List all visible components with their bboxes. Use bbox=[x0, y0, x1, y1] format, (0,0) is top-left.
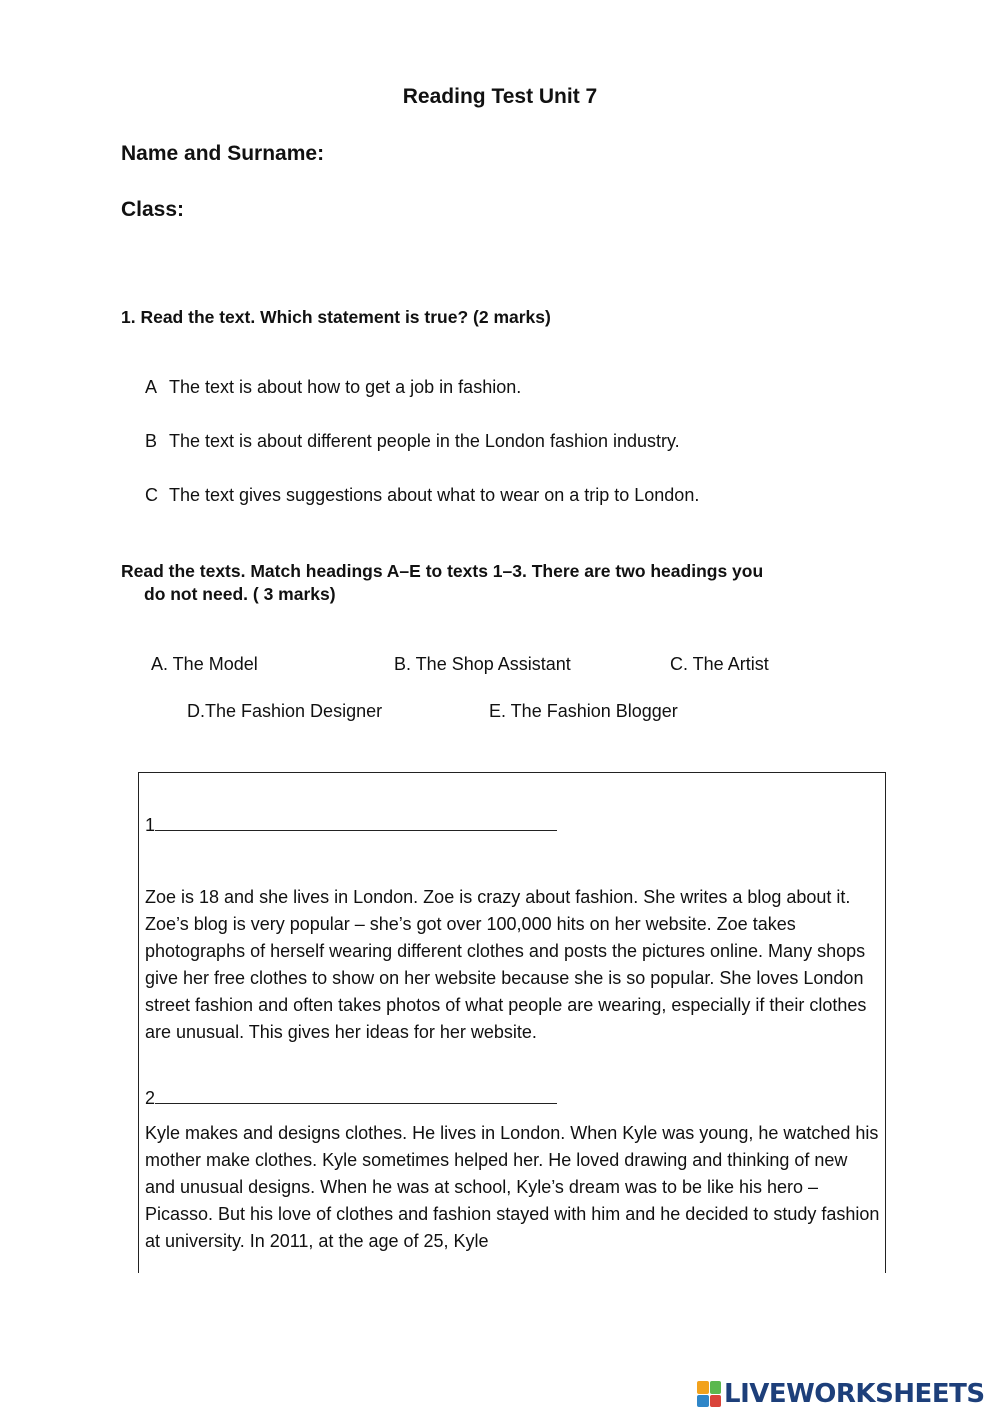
heading-option-b: B. The Shop Assistant bbox=[394, 654, 571, 674]
option-b[interactable] bbox=[145, 431, 680, 452]
option-text: The text gives suggestions about what to wear on a trip to London. bbox=[169, 485, 700, 505]
page-title: Reading Test Unit 7 bbox=[402, 85, 598, 108]
name-surname-label: Name and Surname: bbox=[121, 142, 325, 165]
answer-rule bbox=[155, 813, 557, 831]
logo-mark-icon bbox=[697, 1381, 721, 1407]
liveworksheets-logo bbox=[697, 1376, 985, 1412]
instruction-line-2: do not need. ( 3 marks) bbox=[144, 584, 336, 604]
option-text: The text is about how to get a job in fashion. bbox=[169, 377, 522, 397]
reading-texts-box bbox=[138, 772, 886, 1273]
question-1-heading: 1. Read the text. Which statement is true? (2 marks) bbox=[121, 307, 551, 327]
heading-option-a: A. The Model bbox=[151, 654, 258, 674]
text-2-number: 2 bbox=[145, 1088, 156, 1108]
option-c[interactable] bbox=[145, 485, 699, 506]
question-2-instruction bbox=[121, 560, 881, 606]
logo-text: LIVEWORKSHEETS bbox=[724, 1379, 985, 1409]
text-2-answer-blank[interactable] bbox=[145, 1086, 557, 1109]
option-letter: C bbox=[145, 485, 158, 505]
heading-option-c: C. The Artist bbox=[670, 654, 769, 674]
heading-option-e: E. The Fashion Blogger bbox=[489, 701, 678, 721]
text-1-number: 1 bbox=[145, 815, 156, 835]
option-letter: B bbox=[145, 431, 158, 451]
text-1-answer-blank[interactable] bbox=[145, 813, 557, 836]
heading-option-d: D.The Fashion Designer bbox=[187, 701, 383, 721]
option-a[interactable] bbox=[145, 377, 521, 398]
text-2-passage: Kyle makes and designs clothes. He lives in London. When Kyle was young, he watched his mother make clothes. Kyle sometimes helped her. He loved drawing and thinking of new and unusual designs. When he was at school, Kyle’s dream was to be like his hero – Picasso. But his love of clothes and fashion stayed with him and he decided to study fashion at university. In 2011, at the age of 25, Kyle bbox=[145, 1123, 880, 1251]
text-1-passage: Zoe is 18 and she lives in London. Zoe is crazy about fashion. She writes a blog about it. Zoe’s blog is very popular – she’s got over 100,000 hits on her website. Zoe takes photographs of herself wearing different clothes and posts the pictures online. Many shops give her free clothes to show on her website because she is so popular. She loves London street fashion and often takes photos of what people are wearing, especially if their clothes are unusual. This gives her ideas for her website. bbox=[145, 887, 867, 1042]
answer-rule bbox=[155, 1086, 557, 1104]
instruction-line-1: Read the texts. Match headings A–E to texts 1–3. There are two headings you bbox=[121, 561, 764, 581]
option-letter: A bbox=[145, 377, 158, 397]
option-text: The text is about different people in the London fashion industry. bbox=[169, 431, 680, 451]
class-label: Class: bbox=[121, 198, 185, 221]
